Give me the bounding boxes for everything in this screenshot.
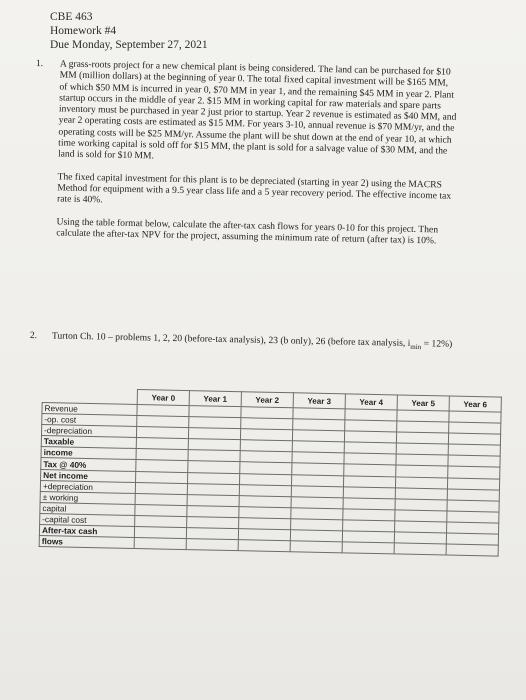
table-cell xyxy=(290,541,342,553)
table-cell xyxy=(446,544,498,556)
row-label: flows xyxy=(39,536,134,549)
row-label: Net income xyxy=(41,469,136,482)
table-cell xyxy=(186,539,238,551)
problem-2-subscript: min xyxy=(410,342,422,352)
row-label: ± working xyxy=(40,491,135,504)
column-header: Year 6 xyxy=(449,396,501,412)
problem-2-text: Turton Ch. 10 – problems 1, 2, 20 (before-tax analysis), 23 (b only), 26 (before tax analysis, i xyxy=(51,330,411,349)
row-label: Revenue xyxy=(42,403,137,416)
assignment-title: Homework #4 xyxy=(50,25,117,37)
table-cell xyxy=(342,542,394,554)
row-label: -op. cost xyxy=(42,414,137,427)
problem-2-number: 2. xyxy=(29,330,38,342)
row-label: income xyxy=(41,447,136,460)
column-header: Year 5 xyxy=(397,395,449,411)
cash-flow-table xyxy=(39,387,502,557)
problem-2 xyxy=(30,330,460,354)
due-date: Due Monday, September 27, 2021 xyxy=(50,39,208,51)
column-header: Year 1 xyxy=(189,391,241,407)
problem-1-number: 1. xyxy=(35,57,44,70)
row-label: Taxable xyxy=(41,436,136,449)
row-label: Tax @ 40% xyxy=(41,458,136,471)
row-label: -depreciation xyxy=(41,425,136,438)
row-label: -capital cost xyxy=(40,513,135,526)
document-header xyxy=(50,10,208,52)
column-header: Year 3 xyxy=(293,393,345,409)
course-code: CBE 463 xyxy=(50,11,93,23)
row-label: capital xyxy=(40,502,135,515)
table-cell xyxy=(394,543,446,555)
column-header: Year 2 xyxy=(241,392,293,408)
row-label: +depreciation xyxy=(40,480,135,493)
problem-2-tail: = 12%) xyxy=(421,338,453,350)
problem-1-instructions: Using the table format below, calculate the after-tax cash flows for years 0-10 for this project. Then calculate the after-tax NPV for the project, assuming the minimum rate of return (after tax) is 10%. xyxy=(56,215,439,247)
column-header: Year 4 xyxy=(345,394,397,410)
problem-1 xyxy=(34,58,458,258)
problem-1-description: A grass-roots project for a new chemical plant is being considered. The land can be purchased for $10 MM (million dollars) at the beginning of year 0. The total fixed capital investment will be $165 MM, of which $50 MM is incurred in year 0, $70 MM in year 1, and the remaining $45 MM in year 2. Plant startup occurs in the middle of year 2. $15 MM in working capital for raw materials and spare parts inventory must be purchased in year 2 just prior to startup. Year 2 revenue is estimated as $40 MM, and year 2 operating costs are estimated as $15 MM. For years 3-10, annual revenue is $70 MM/yr, and the operating costs will be $25 MM/yr. Assume the plant will be shut down at the end of year 10, at which time working capital is sold off for $15 MM, the plant is sold for a salvage value of $30 MM, and the land is sold for $10 MM. xyxy=(57,58,457,162)
problem-1-depreciation: The fixed capital investment for this plant is to be depreciated (starting in year 2) using the MACRS Method for equipment with a 9.5 year class life and a 5 year recovery period. The effective income tax rate is 40%. xyxy=(56,171,452,206)
table-cell xyxy=(238,540,290,552)
table-cell xyxy=(134,538,186,550)
row-label: After-tax cash xyxy=(39,525,134,538)
column-header: Year 0 xyxy=(137,389,189,405)
